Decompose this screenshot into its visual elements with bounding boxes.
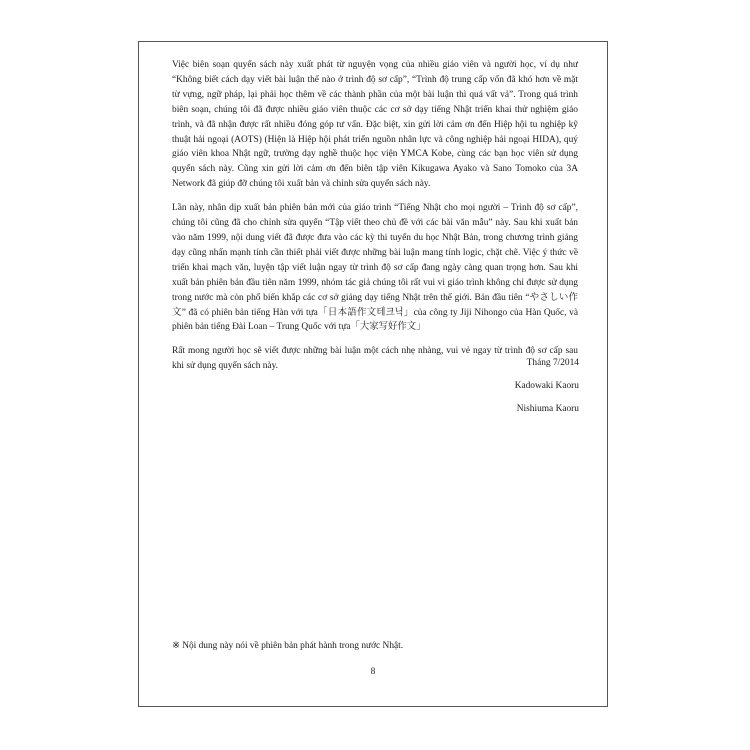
signature-date: Tháng 7/2014 (526, 358, 579, 368)
book-page (138, 41, 608, 707)
paragraph-3: Rất mong người học sẽ viết được những bài luận một cách nhẹ nhàng, vui vẻ ngay từ trình độ sơ cấp sau khi sử dụng quyển sách này. (172, 346, 578, 372)
paragraph-2: Lần này, nhân dịp xuất bản phiên bản mới của giáo trình “Tiếng Nhật cho mọi người – Trình độ sơ cấp”, chúng tôi cũng đã cho chỉnh sửa quyển “Tập viết theo chủ đề với các bài văn mẫu” này. Sau khi xuất bản vào năm 1999, nội dung viết đã được đưa vào các kỳ thi tuyển du học Nhật Bản, trong chương trình giảng dạy cũng nhấn mạnh tính cần thiết phải viết được những bài luận mang tính logic, chặt chẽ. Việc ý thức về triển khai mạch văn, luyện tập viết luận ngay từ trình độ sơ cấp đang ngày càng quan trọng hơn. Sau khi xuất bản phiên bản đầu tiên năm 1999, nhóm tác giả chúng tôi rất vui vì giáo trình không chỉ được sử dụng trong nước mà còn phổ biến khắp các cơ sở giảng dạy tiếng Nhật trên thế giới. Bản đầu tiên “やさしい作文” đã có phiên bản tiếng Hàn với tựa「日本語作文테크닉」của công ty Jiji Nihongo của Hàn Quốc, và phiên bản tiếng Đài Loan – Trung Quốc với tựa「大家写好作文」 (172, 203, 578, 333)
signature-author-1: Kadowaki Kaoru (514, 380, 579, 391)
signature-author-2: Nishiuma Kaoru (516, 403, 579, 414)
footnote: ※ Nội dung này nói về phiên bản phát hành trong nước Nhật. (172, 641, 404, 651)
paragraph-1: Việc biên soạn quyển sách này xuất phát từ nguyện vọng của nhiều giáo viên và người học, ví dụ như “Không biết cách dạy viết bài luận thế nào ở trình độ sơ cấp”, “Trình độ trung cấp vốn đã khó hơn về mặt từ vựng, ngữ pháp, lại phải học thêm về các thành phần của một bài luận thì quá vất vả”. Trong quá trình biên soạn, chúng tôi đã được nhiều giáo viên thuộc các cơ sở dạy tiếng Nhật triển khai thử nghiệm giáo trình, và đã nhận được rất nhiều đóng góp tư vấn. Đặc biệt, xin gửi lời cảm ơn đến Hiệp hội tu nghiệp kỹ thuật hải ngoại (AOTS) (Hiện là Hiệp hội phát triển nguồn nhân lực và công nghiệp hải ngoại HIDA), quý giáo viên khoa Nhật ngữ, trường dạy nghề thuộc học viện YMCA Kobe, cùng các bạn học viên sử dụng quyển sách này. Cũng xin gửi lời cảm ơn đến biên tập viên Kikugawa Ayako và Sano Tomoko của 3A Network đã giúp đỡ chúng tôi xuất bản và chỉnh sửa quyển sách này. (172, 60, 578, 190)
preface-body (172, 58, 578, 383)
page-number: 8 (370, 667, 376, 677)
signature-block (389, 356, 579, 425)
